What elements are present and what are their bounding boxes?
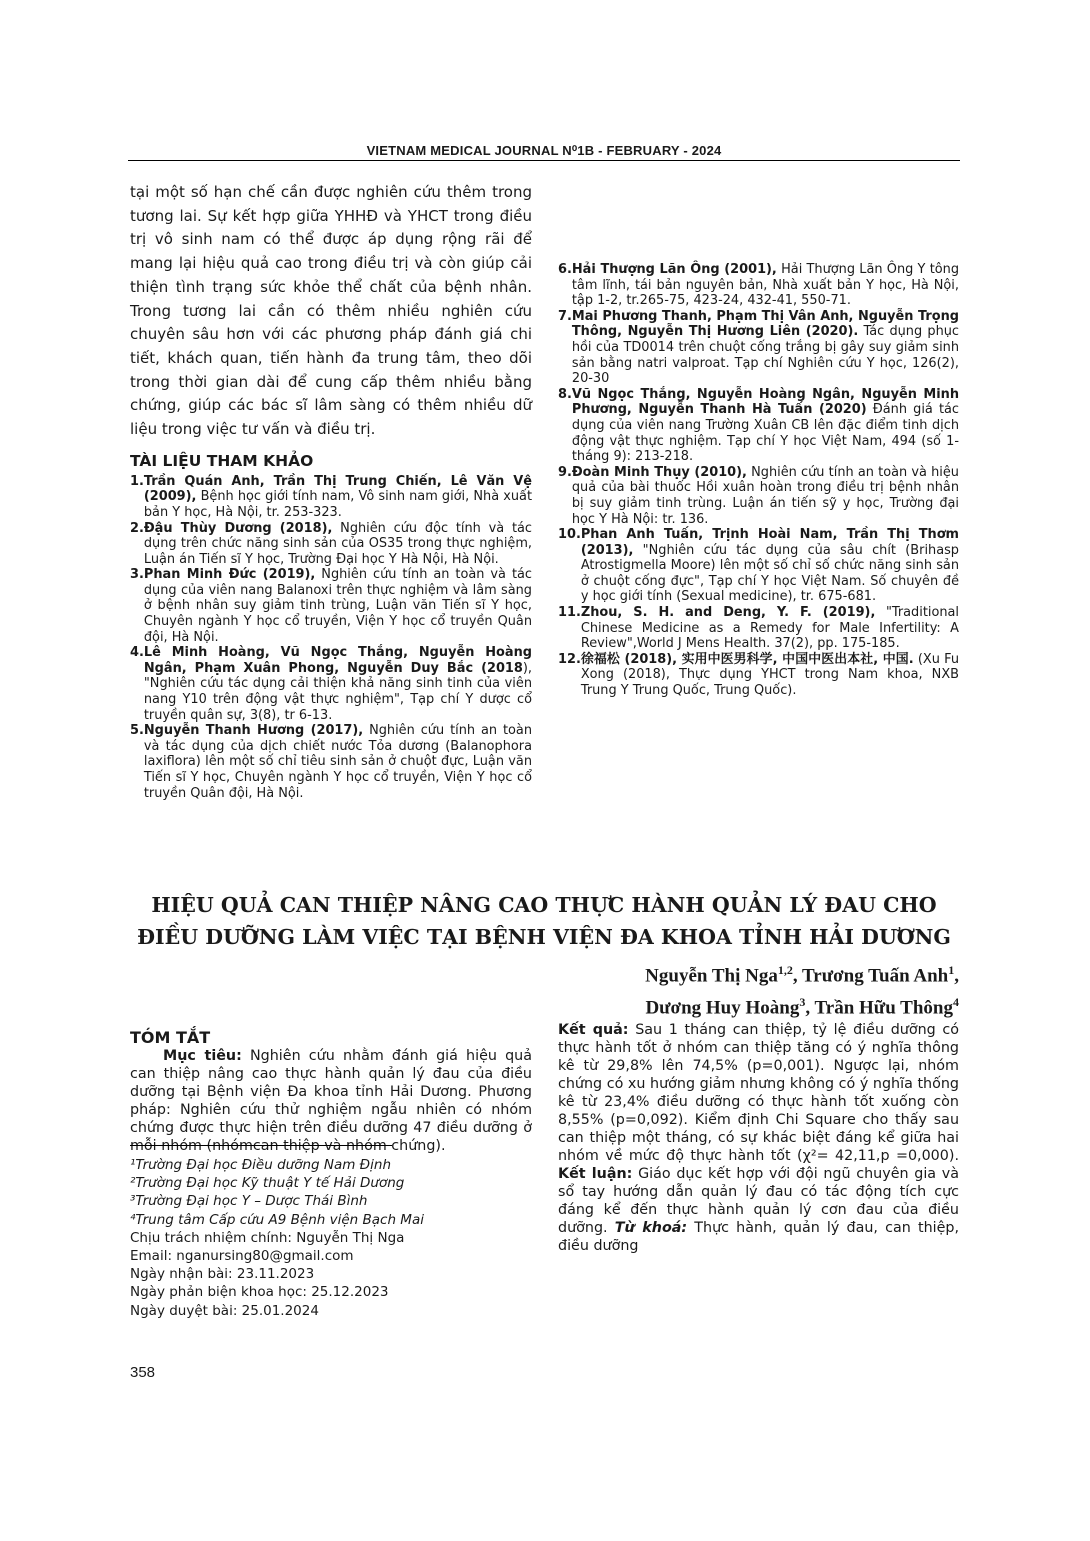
reference-item: 10. Phan Anh Tuấn, Trịnh Hoài Nam, Trần Thị Thơm (2013), "Nghiên cứu tác dụng của sâu chít (Brihasp Atrostigmella Moore) lên một số chỉ số chức năng sinh sản ở chuột cống đực", Tạp chí Y học Việt Nam. Số chuyên đề y học giới tính (Sexual medicine), tr. 675-681. <box>558 527 959 605</box>
reference-item: 6. Hải Thượng Lãn Ông (2001), Hải Thượng Lãn Ông Y tông tâm lĩnh, tái bản nguyên bản, Nhà xuất bản Y học, Hà Nội, tập 1-2, tr.265-75, 423-24, 432-41, 550-71. <box>558 262 959 309</box>
author-list <box>645 957 959 1022</box>
reference-item: 1. Trần Quán Anh, Trần Thị Trung Chiến, Lê Văn Vệ (2009), Bệnh học giới tính nam, Vô sinh nam giới, Nhà xuất bản Y học, Hà Nội, tr. 253-323. <box>130 473 532 520</box>
article-title-line: HIỆU QUẢ CAN THIỆP NÂNG CAO THỰC HÀNH QUẢN LÝ ĐAU CHO <box>151 893 937 917</box>
received-date: Ngày nhận bài: 23.11.2023 <box>130 1266 315 1283</box>
affiliation-footnote: ⁴Trung tâm Cấp cứu A9 Bệnh viện Bạch Mai <box>130 1211 424 1228</box>
footnotes <box>130 1156 532 1320</box>
author-name: Trương Tuấn Anh <box>802 965 949 987</box>
conclusion-paragraph: tại một số hạn chế cần được nghiên cứu thêm trong tương lai. Sự kết hợp giữa YHHĐ và YHCT trong điều trị vô sinh nam có thể được áp dụng rộng rãi để mang lại hiệu quả cao trong điều trị và còn giúp cải thiện tình trạng sức khỏe thể chất của bệnh nhân. Trong tương lai cần có thêm nhiều nghiên cứu chuyên sâu hơn với các phương pháp đánh giá chi tiết, khách quan, tiến hành đa trung tâm, theo dõi trong thời gian dài để cung cấp thêm nhiều bằng chứng, giúp các bác sĩ lâm sàng có thêm nhiều dữ liệu trong việc tư vấn và điều trị. <box>130 183 532 439</box>
author-affiliation: 3 <box>799 995 806 1010</box>
abstract-text: Mục tiêu: Nghiên cứu nhằm đánh giá hiệu quả can thiệp nâng cao thực hành quản lý đau của điều dưỡng tại Bệnh viện Đa khoa tỉnh Hải Dương. Phương pháp: Nghiên cứu thử nghiệm ngẫu nhiên có nhóm chứng được thực hiện trên điều dưỡng 47 điều dưỡng ở mỗi nhóm (nhómcan thiệp và nhóm chứng). <box>130 1048 532 1154</box>
affiliation-footnote: ¹Trường Đại học Điều dưỡng Nam Định <box>130 1157 392 1173</box>
accepted-date: Ngày duyệt bài: 25.01.2024 <box>130 1302 319 1319</box>
reference-item: 2. Đậu Thùy Dương (2018), Nghiên cứu độc tính và tác dụng trên chức năng sinh sản của OS35 trong thực nghiệm, Luận án Tiến sĩ Y học, Trường Đại học Y Hà Nội, Hà Nội. <box>130 520 532 567</box>
reference-item: 4. Lê Minh Hoàng, Vũ Ngọc Thắng, Nguyễn Hoàng Ngân, Phạm Xuân Phong, Nguyễn Duy Bắc (2018), "Nghiên cứu tác dụng cải thiện khả năng sinh tinh của viên nang Y10 trên động vật thực nghiệm", Tạp chí Y dược cổ truyền quân sự, 3(8), tr 6-13. <box>130 645 532 723</box>
reviewed-date: Ngày phản biện khoa học: 25.12.2023 <box>130 1284 389 1301</box>
author-affiliation: 1 <box>948 963 955 977</box>
author-name: Nguyễn Thị Nga <box>645 965 778 987</box>
email-text: Email: nganursing80@gmail.com <box>130 1248 354 1265</box>
reference-item: 12. 徐福松 (2018), 实用中医男科学, 中国中医出本社, 中国. (Xu Fu Xong (2018), Thực dụng YHCT trong Nam khoa, NXB Trung Y Trung Quốc, Trung Quốc). <box>558 651 959 699</box>
author-line: Nguyễn Thị Nga$^{1,2}$, Trương Tuấn Anh$^1$, <box>645 963 959 987</box>
affiliation-footnote: ³Trường Đại học Y – Dược Thái Bình <box>130 1193 368 1210</box>
abstract-right <box>558 1021 959 1255</box>
author-name: Dương Huy Hoàng <box>645 997 800 1019</box>
abstract-results: Kết quả: Sau 1 tháng can thiệp, tỷ lệ điều dưỡng có thực hành tốt ở nhóm can thiệp tăng có ý nghĩa thông kê từ 29,8% lên 74,5% (p=0,001). Ngược lại, nhóm chứng có xu hướng giảm nhưng không có ý nghĩa thống kê từ 23,4% điều dưỡng có thực hành tốt xuống còn 8,55% (p=0,092). Kiểm định Chi Square cho thấy sau can thiệp một tháng, có sự khác biệt đáng kể giữa hai nhóm về mức độ thực hành tốt (χ²= 42,11,p =0,000). Kết luận: Giáo dục kết hợp với đội ngũ chuyên gia và sổ tay hướng dẫn quản lý đau có tác động tích cực đáng kể đến thực hành quản lý cơn đau của điều dưỡng. Từ khoá: Thực hành, quản lý đau, can thiệp, điều dưỡng <box>558 1022 960 1254</box>
abstract-title: TÓM TẮT <box>130 1028 211 1047</box>
references-list-left <box>130 474 532 801</box>
reference-item: 8. Vũ Ngọc Thắng, Nguyễn Hoàng Ngân, Nguyễn Minh Phương, Nguyễn Thanh Hà Tuấn (2020) Đánh giá tác dụng của viên nang Trường Xuân CB lên đặc điểm tinh dịch động vật thực nghiệm. Tạp chí Y học Việt Nam, 494 (số 1- tháng 9): 213-218. <box>558 386 959 465</box>
author-affiliation: 4 <box>953 995 959 1010</box>
page-number: 358 <box>130 1364 156 1381</box>
left-column-top <box>130 181 532 801</box>
reference-item: 11. Zhou, S. H. and Deng, Y. F. (2019), "Traditional Chinese Medicine as a Remedy for Male Infertility: A Review",World J Mens Health. 37(2), pp. 175-185. <box>558 605 959 652</box>
footnote-rule <box>130 1145 392 1146</box>
header-rule <box>128 160 960 161</box>
abstract-left <box>130 1047 532 1154</box>
article-title-line: ĐIỀU DƯỠNG LÀM VIỆC TẠI BỆNH VIỆN ĐA KHOA TỈNH HẢI DƯƠNG <box>137 925 951 949</box>
references-list-right <box>558 262 959 699</box>
reference-item: 3. Phan Minh Đức (2019), Nghiên cứu tính an toàn và tác dụng của viên nang Balanoxi trên thực nghiệm và lâm sàng ở bệnh nhân suy giảm tinh trùng, Luận văn Tiến sĩ Y học, Chuyên ngành Y học cổ truyền, Viện Y học cổ truyền Quân đội, Hà Nội. <box>130 567 532 645</box>
author-affiliation: 1,2 <box>777 963 793 977</box>
reference-item: 9. Đoàn Minh Thụy (2010), Nghiên cứu tính an toàn và hiệu quả của bài thuốc Hồi xuân hoàn trong điều trị bệnh nhân bị suy giảm tinh trùng. Luận án tiến sỹ y học, Trường đại học Y Hà Nội: tr. 136. <box>558 464 959 527</box>
reference-item: 7. Mai Phương Thanh, Phạm Thị Vân Anh, Nguyễn Trọng Thông, Nguyễn Thị Hương Liên (2020). Tác dụng phục hồi của TD0014 trên chuột cống trắng bị gây suy giảm sinh sản bằng natri valproat. Tạp chí Nghiên cứu Y học, 126(2), 20-30 <box>558 308 959 387</box>
affiliation-footnote: ²Trường Đại học Kỹ thuật Y tế Hải Dương <box>130 1175 405 1192</box>
references-title: TÀI LIỆU THAM KHẢO <box>130 451 314 470</box>
journal-header: VIETNAM MEDICAL JOURNAL N⁰1B - FEBRUARY - 2024 <box>366 143 722 158</box>
corresponding-author: Chịu trách nhiệm chính: Nguyễn Thị Nga <box>130 1229 405 1246</box>
reference-item: 5. Nguyễn Thanh Hương (2017), Nghiên cứu tính an toàn và tác dụng của dịch chiết nước Tỏa dương (Balanophora laxiflora) lên một số chỉ tiêu sinh sản ở chuột đực, Luận văn Tiến sĩ Y học, Chuyên ngành Y học cổ truyền, Viện Y học cổ truyền Quân đội, Hà Nội. <box>130 723 532 801</box>
article-title <box>128 889 960 953</box>
author-line: Dương Huy Hoàng$^3$, Trần Hữu Thông$^4$ <box>645 995 959 1019</box>
author-name: Trần Hữu Thông <box>814 997 953 1019</box>
